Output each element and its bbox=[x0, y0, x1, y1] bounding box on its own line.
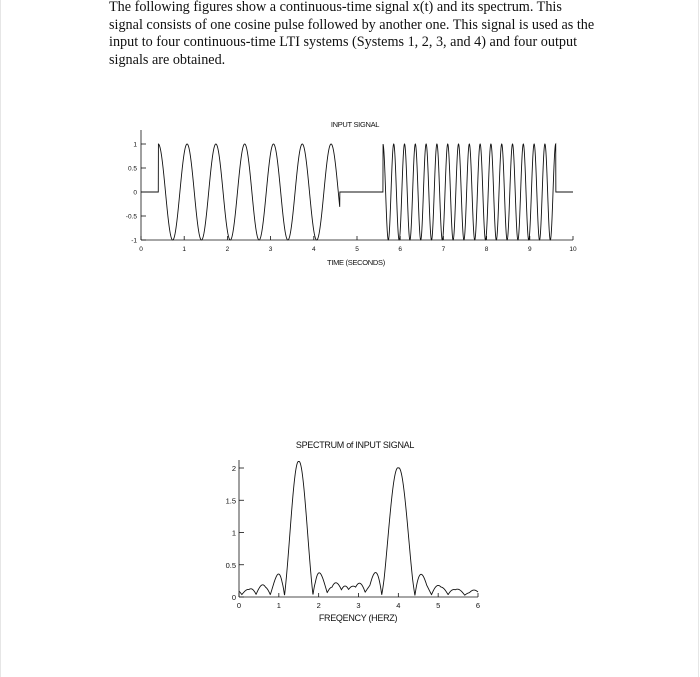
x-tick-label: 2 bbox=[225, 246, 230, 253]
y-tick-label: 0 bbox=[133, 189, 137, 197]
input-signal-figure bbox=[100, 110, 590, 280]
y-tick-label: -0.5 bbox=[125, 213, 137, 221]
x-tick-label: 10 bbox=[569, 246, 577, 253]
x-tick-label: 6 bbox=[475, 601, 481, 610]
x-axis-label: TIME (SECONDS) bbox=[327, 258, 385, 267]
x-tick-labels bbox=[237, 601, 480, 610]
x-tick-label: 0 bbox=[139, 246, 143, 253]
y-tick-label: 2 bbox=[231, 464, 236, 473]
x-tick-label: 9 bbox=[527, 246, 532, 253]
x-tick-label: 2 bbox=[316, 601, 321, 610]
y-tick-label: 0.5 bbox=[225, 560, 236, 570]
problem-description: The following figures show a continuous-time signal x(t) and its spectrum. This signal consists of one cosine pulse followed by another one. This signal is used as the input to four continuous-time LTI systems (Systems 1, 2, 3, and 4) and four output signals are obtained. bbox=[109, 0, 595, 68]
x-tick-label: 3 bbox=[268, 246, 273, 253]
page-right-edge bbox=[698, 0, 699, 677]
chart-title: INPUT SIGNAL bbox=[330, 120, 380, 129]
x-tick-label: 5 bbox=[355, 246, 359, 253]
y-tick-label: 1 bbox=[133, 141, 137, 149]
x-tick-label: 0 bbox=[236, 601, 242, 610]
y-tick-label: -1 bbox=[131, 237, 137, 245]
x-axis-label: FREQENCY (HERZ) bbox=[318, 613, 398, 623]
x-tick-label: 7 bbox=[441, 246, 446, 253]
x-tick-label: 1 bbox=[182, 246, 187, 253]
x-tick-label: 6 bbox=[398, 246, 403, 253]
chart-axes bbox=[239, 460, 478, 597]
y-tick-label: 1.5 bbox=[225, 496, 236, 506]
spectrum-figure bbox=[210, 430, 490, 630]
y-tick-label: 1 bbox=[231, 528, 236, 538]
page-left-edge bbox=[0, 0, 1, 677]
y-tick-labels bbox=[226, 464, 236, 602]
y-tick-labels bbox=[126, 142, 138, 245]
plot-area bbox=[141, 144, 573, 240]
spectrum-line bbox=[239, 461, 478, 595]
x-tick-label: 4 bbox=[311, 246, 316, 253]
x-tick-label: 4 bbox=[396, 601, 401, 610]
chart-title: SPECTRUM of INPUT SIGNAL bbox=[295, 440, 415, 450]
plot-area bbox=[239, 461, 478, 595]
signal-line bbox=[141, 144, 573, 240]
y-tick-label: 0.5 bbox=[127, 165, 137, 173]
y-tick-label: 0 bbox=[231, 593, 236, 602]
x-tick-labels bbox=[139, 246, 577, 253]
x-tick-label: 3 bbox=[356, 601, 361, 610]
x-tick-label: 5 bbox=[436, 601, 441, 610]
x-tick-label: 8 bbox=[484, 246, 489, 253]
x-tick-label: 1 bbox=[276, 601, 281, 610]
